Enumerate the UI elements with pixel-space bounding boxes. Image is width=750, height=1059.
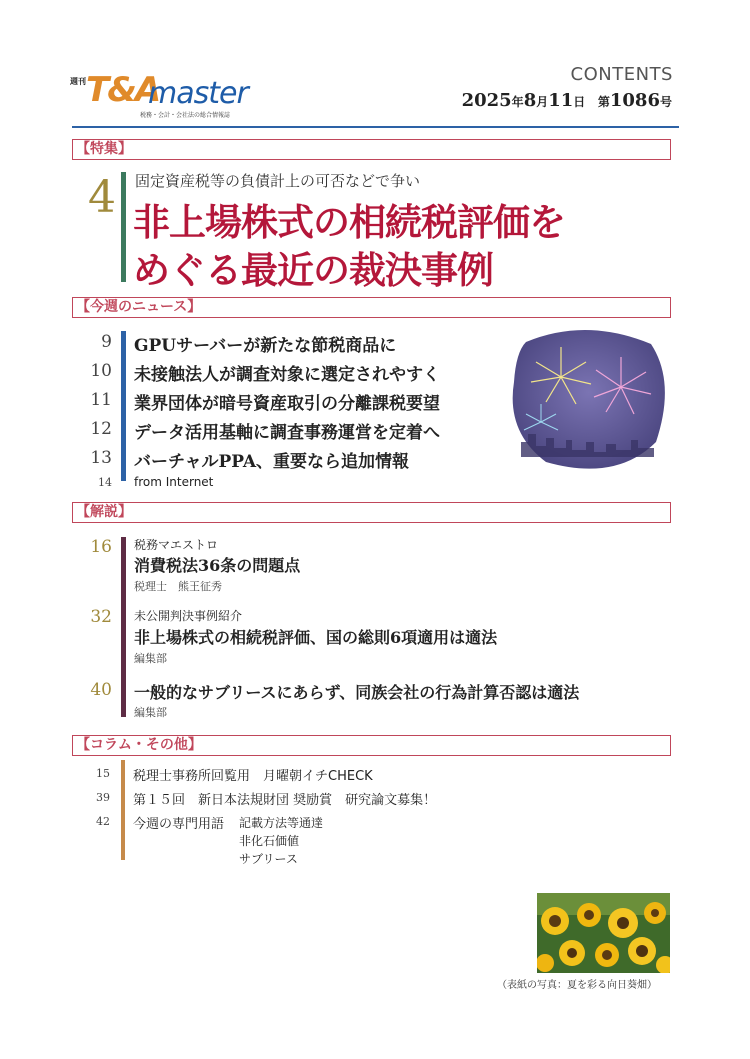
kaisetsu-page: 40 — [90, 680, 112, 700]
glossary-term: 記載方法等通達 — [239, 816, 324, 830]
feature-subtitle: 固定資産税等の負債計上の可否などで争い — [135, 172, 421, 190]
kaisetsu-page: 32 — [90, 607, 112, 627]
news-title: バーチャルPPA、重要なら追加情報 — [134, 452, 410, 472]
glossary-term: サブリース — [239, 852, 298, 866]
header-rule — [72, 126, 679, 128]
fireworks-illustration — [506, 322, 669, 477]
kaisetsu-bar — [121, 537, 126, 717]
issue-day: 11 — [548, 90, 574, 111]
news-page: 10 — [90, 361, 112, 381]
news-title: データ活用基軸に調査事務運営を定着へ — [134, 423, 440, 443]
issue-year-unit: 年 — [511, 95, 524, 109]
issue-month-unit: 月 — [536, 95, 549, 109]
issue-number: 1086 — [609, 90, 660, 111]
news-page: 11 — [90, 390, 112, 410]
kaisetsu-title: 一般的なサブリースにあらず、同族会社の行為計算否認は適法 — [134, 683, 580, 702]
news-extra-page: 14 — [98, 476, 112, 489]
kaisetsu-page: 16 — [90, 537, 112, 557]
feature-title-line1: 非上場株式の相続税評価を — [133, 201, 565, 244]
logo-ta: T&A — [86, 70, 160, 110]
logo-weekly: 週刊 — [70, 77, 86, 86]
feature-title-line2: めぐる最近の裁決事例 — [133, 249, 493, 292]
kaisetsu-section-box — [72, 502, 671, 523]
issue-prefix: 第 — [597, 95, 610, 109]
issue-day-unit: 日 — [573, 95, 586, 109]
column-page: 15 — [96, 767, 110, 780]
sunflower-photo — [537, 893, 670, 973]
cover-caption: （表紙の写真：夏を彩る向日葵畑） — [497, 980, 657, 991]
issue-month: 8 — [523, 90, 537, 111]
kaisetsu-author: 税理士 熊王征秀 — [134, 580, 222, 593]
column-section-label: 【コラム・その他】 — [76, 737, 202, 753]
news-extra-title: from Internet — [134, 475, 214, 489]
feature-section-label: 【特集】 — [76, 141, 132, 157]
column-title: 第１５回 新日本法規財団 奨励賞 研究論文募集！ — [133, 793, 437, 808]
news-title: 業界団体が暗号資産取引の分離課税要望 — [134, 394, 440, 414]
column-bar — [121, 760, 125, 860]
news-title: GPUサーバーが新たな節税商品に — [134, 336, 397, 356]
feature-bar — [121, 172, 126, 282]
kaisetsu-section-label: 【解説】 — [76, 504, 132, 520]
feature-section-box — [72, 139, 671, 160]
issue-date — [462, 90, 672, 111]
contents-label: CONTENTS — [570, 64, 673, 85]
news-page: 12 — [90, 419, 112, 439]
kaisetsu-author: 編集部 — [134, 652, 167, 665]
issue-year: 2025 — [461, 90, 512, 111]
news-bar — [121, 331, 126, 481]
kaisetsu-title: 非上場株式の相続税評価、国の総則6項適用は適法 — [134, 628, 498, 647]
news-page: 9 — [101, 332, 112, 352]
column-title: 今週の専門用語 — [133, 817, 225, 832]
news-title: 未接触法人が調査対象に選定されやすく — [134, 365, 440, 385]
kaisetsu-category: 税務マエストロ — [134, 538, 219, 552]
column-page: 42 — [96, 815, 110, 828]
kaisetsu-author: 編集部 — [134, 706, 167, 719]
glossary-term: 非化石価値 — [239, 834, 300, 848]
news-section-label: 【今週のニュース】 — [76, 299, 202, 315]
column-title: 税理士事務所回覧用 月曜朝イチCHECK — [133, 769, 373, 784]
kaisetsu-title: 消費税法36条の問題点 — [134, 556, 301, 575]
issue-suffix: 号 — [659, 95, 672, 109]
feature-page: 4 — [88, 172, 116, 223]
kaisetsu-category: 未公開判決事例紹介 — [134, 609, 243, 623]
column-page: 39 — [96, 791, 110, 804]
logo-master: master — [148, 76, 248, 111]
logo-subtitle: 税務・会計・会社法の総合情報誌 — [140, 112, 231, 119]
news-page: 13 — [90, 448, 112, 468]
